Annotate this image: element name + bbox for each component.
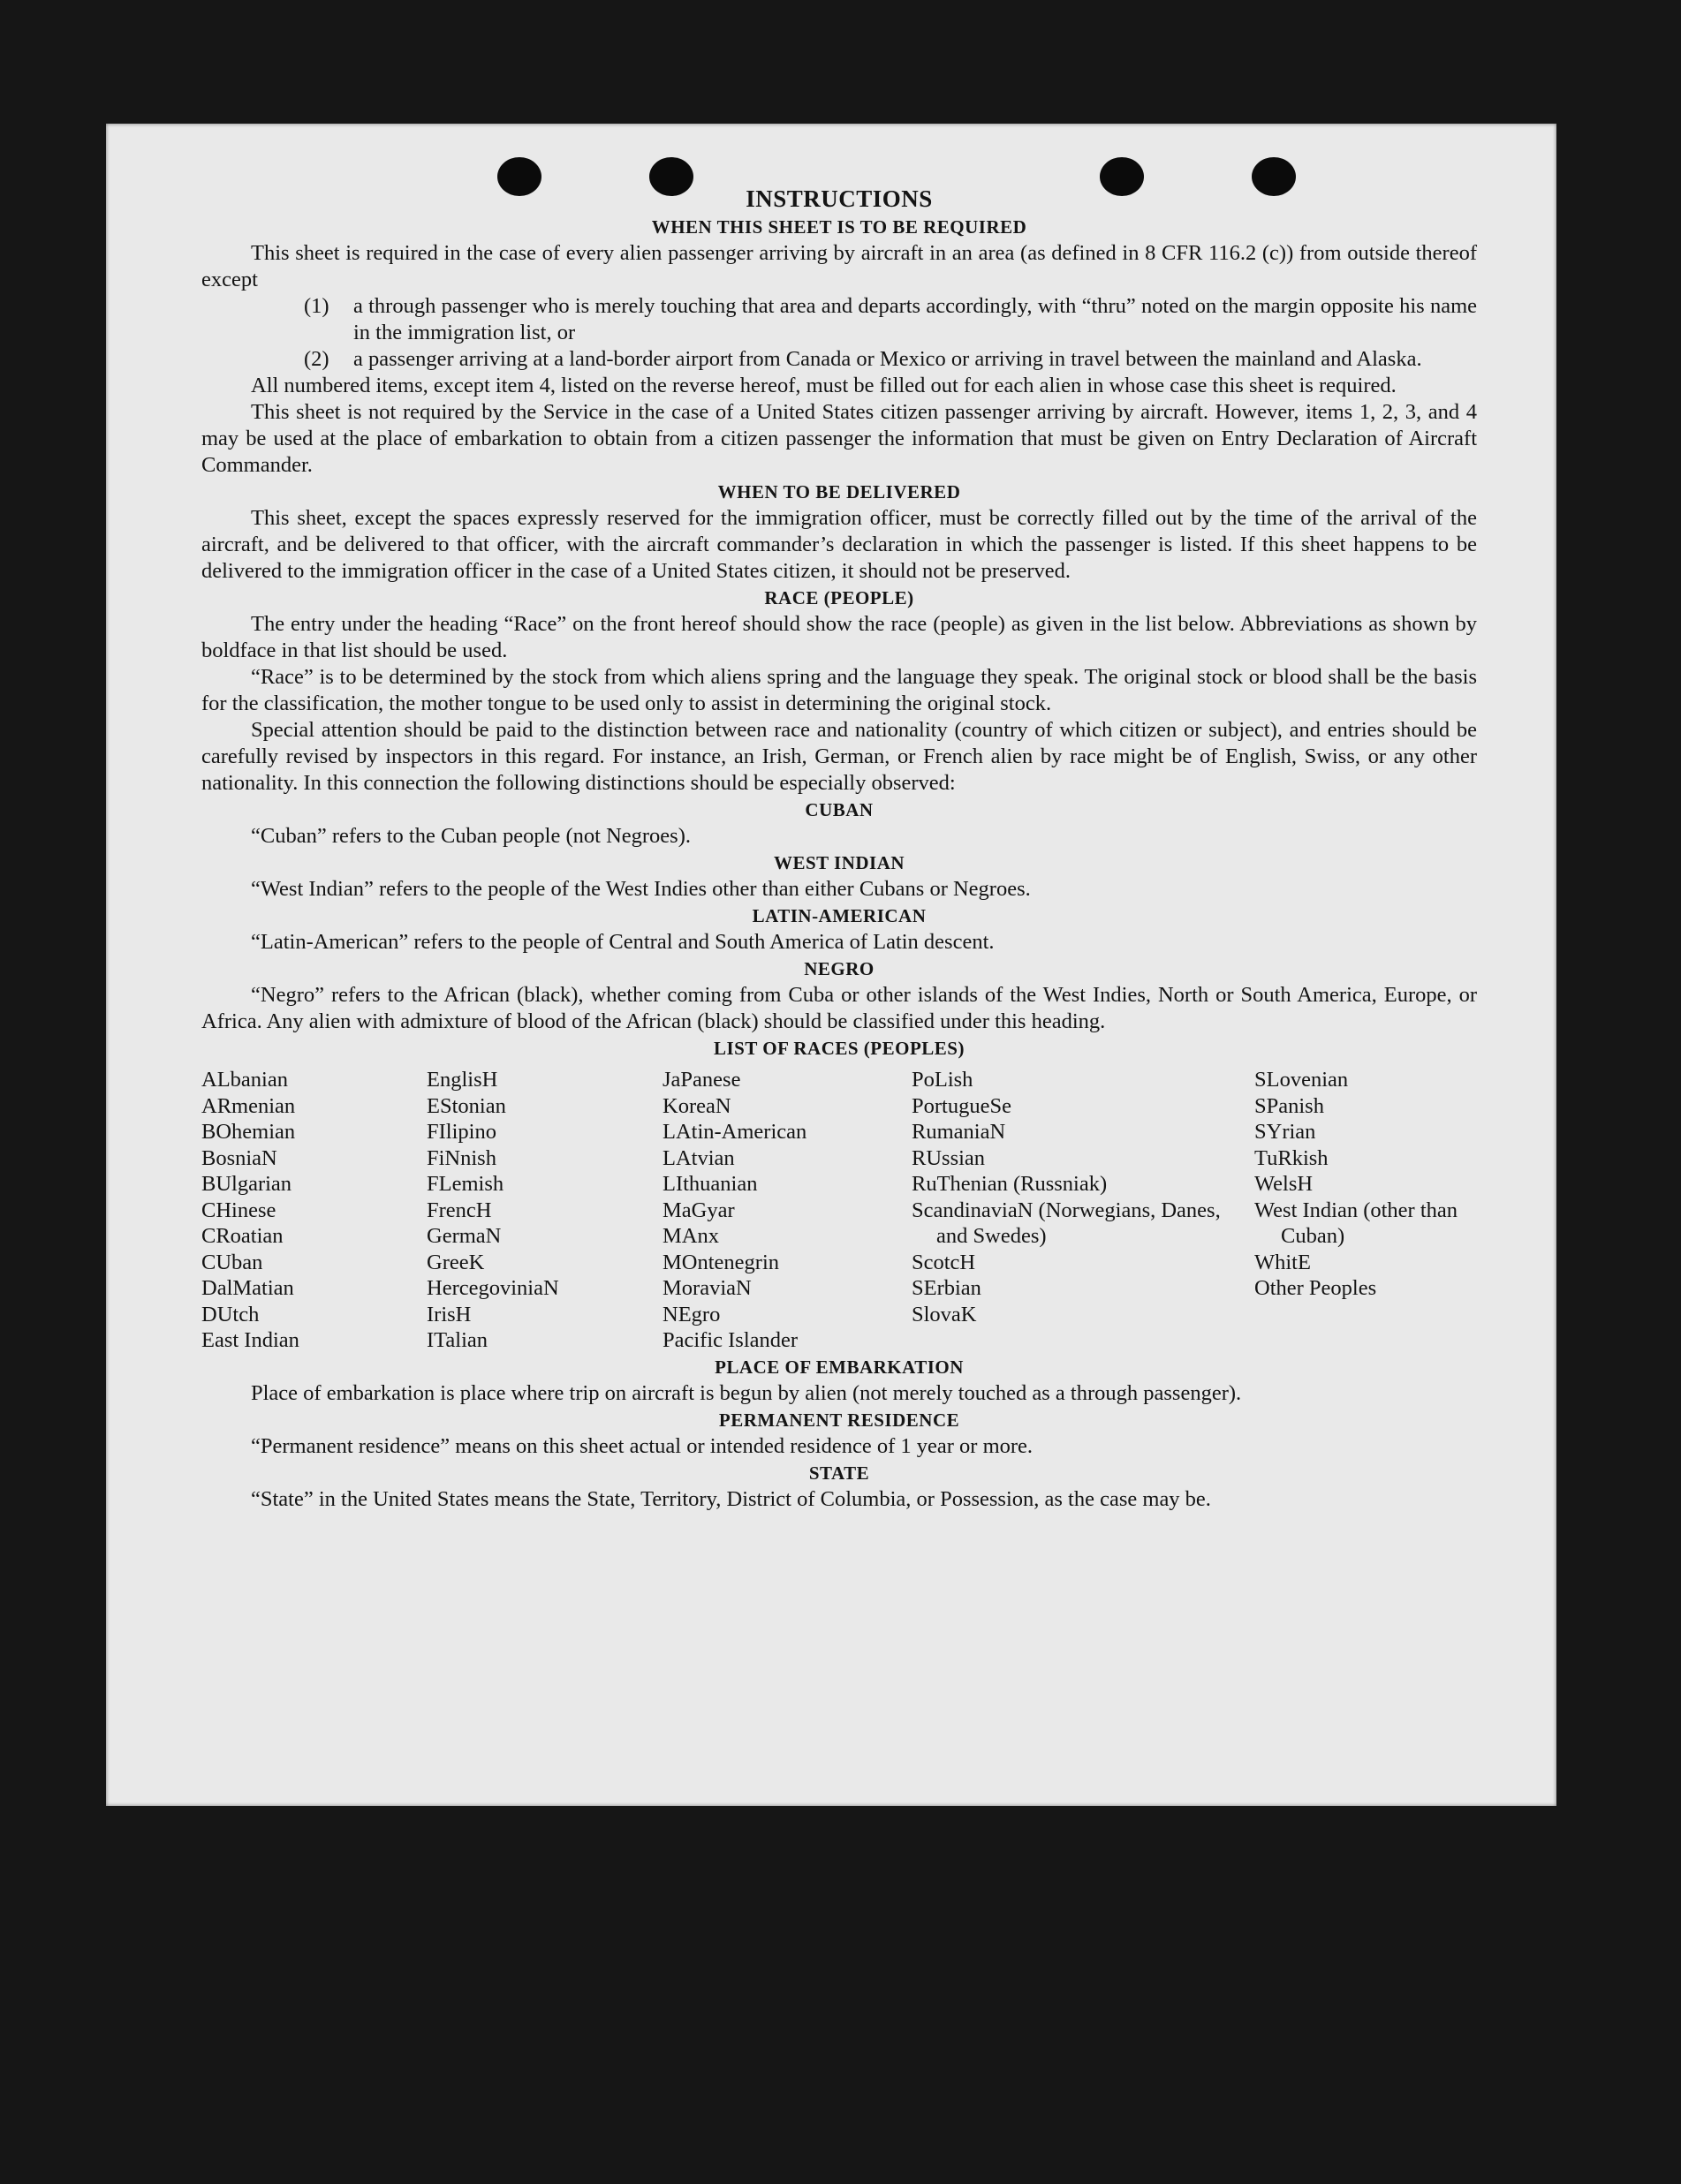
list-item-number: (2) [304, 347, 329, 371]
race-entry: WhitE [1254, 1250, 1311, 1274]
instruction-sheet [106, 124, 1556, 1806]
race-entry: RumaniaN [912, 1120, 1006, 1144]
race-entry: ScandinaviaN (Norwegians, Danes, and Swedes) [912, 1198, 1221, 1248]
section-heading-negro: NEGRO [804, 958, 875, 979]
paragraph: Place of embarkation is place where trip on aircraft is begun by alien (not merely touched as a through passenger). [251, 1380, 1242, 1405]
race-entry: SLovenian [1254, 1068, 1349, 1092]
race-entry: SErbian [912, 1276, 981, 1300]
race-entry: WelsH [1254, 1172, 1314, 1196]
race-entry: IrisH [427, 1302, 472, 1326]
paragraph: Special attention should be paid to the distinction between race and nationality (country of which citizen or subject), and entries should be carefully revised by inspectors in this regard. For instance, an Irish, German, or French alien by race might be of English, Swiss, or any other nationality. In this connection the following distinctions should be especially observed: [201, 718, 1477, 795]
list-item-text: a through passenger who is merely touching that area and departs accordingly, with “thru” noted on the margin opposite his name in the immigration list, or [353, 294, 1477, 344]
paragraph: This sheet, except the spaces expressly reserved for the immigration officer, must be correctly filled out by the time of the arrival of the aircraft, and be delivered to that officer, with the aircraft commander’s declaration in which the passenger is listed. If this sheet happens to be delivered to the immigration officer in the case of a United States citizen, it should not be preserved. [201, 506, 1477, 583]
race-entry: EStonian [427, 1093, 506, 1118]
section-heading-latin-american: LATIN-AMERICAN [752, 905, 927, 926]
paragraph: “State” in the United States means the State, Territory, District of Columbia, or Possession, as the case may be. [251, 1486, 1211, 1511]
race-entry: ALbanian [201, 1068, 288, 1092]
race-entry: Pacific Islander [663, 1328, 799, 1352]
race-entry: KoreaN [663, 1093, 731, 1118]
race-entry: ARmenian [201, 1093, 296, 1118]
race-entry: FIlipino [427, 1120, 496, 1144]
race-entry: LIthuanian [663, 1172, 758, 1196]
paragraph: The entry under the heading “Race” on the front hereof should show the race (people) as given in the list below. Abbreviations as shown by boldface in that list should be used. [201, 612, 1477, 662]
race-entry: GermaN [427, 1224, 502, 1248]
race-entry: MaGyar [663, 1198, 735, 1222]
race-entry: NEgro [663, 1302, 721, 1326]
race-entry: DalMatian [201, 1276, 294, 1300]
race-column [201, 1067, 427, 1354]
paragraph: “Cuban” refers to the Cuban people (not Negroes). [251, 824, 691, 848]
page-title: INSTRUCTIONS [746, 185, 933, 212]
race-entry: West Indian (other than Cuban) [1254, 1198, 1458, 1248]
race-entry: PoLish [912, 1068, 973, 1092]
race-entry: ITalian [427, 1328, 488, 1352]
race-entry: FrencH [427, 1198, 492, 1222]
instructions-content [201, 184, 1477, 1513]
race-entry: MAnx [663, 1224, 719, 1248]
section-heading-race: RACE (PEOPLE) [764, 587, 914, 608]
race-entry: BOhemian [201, 1120, 296, 1144]
section-heading-west-indian: WEST INDIAN [773, 852, 905, 873]
race-list [201, 1067, 1477, 1354]
race-entry: BosniaN [201, 1145, 277, 1170]
race-entry: PortugueSe [912, 1093, 1011, 1118]
race-entry: DUtch [201, 1302, 260, 1326]
paragraph: This sheet is not required by the Service in the case of a United States citizen passenger arriving by aircraft. However, items 1, 2, 3, and 4 may be used at the place of embarkation to obtain from a citizen passenger the information that must be given on Entry Declaration of Aircraft Commander. [201, 400, 1477, 477]
section-heading-delivered: WHEN TO BE DELIVERED [717, 481, 961, 503]
race-entry: MoraviaN [663, 1276, 752, 1300]
race-entry: East Indian [201, 1328, 299, 1352]
race-entry: SlovaK [912, 1302, 977, 1326]
paragraph: All numbered items, except item 4, listed on the reverse hereof, must be filled out for each alien in whose case this sheet is required. [251, 374, 1397, 397]
race-entry: CUban [201, 1250, 263, 1274]
paragraph: “Race” is to be determined by the stock from which aliens spring and the language they speak. The original stock or blood shall be the basis for the classification, the mother tongue to be used only to assist in determining the original stock. [201, 665, 1477, 715]
race-entry: TuRkish [1254, 1145, 1329, 1170]
race-entry: CRoatian [201, 1224, 284, 1248]
race-entry: LAtin-American [663, 1120, 807, 1144]
race-entry: JaPanese [663, 1068, 741, 1092]
paragraph: “West Indian” refers to the people of the West Indies other than either Cubans or Negroes. [251, 877, 1031, 901]
race-entry: HercegoviniaN [427, 1276, 559, 1300]
race-entry: RUssian [912, 1145, 986, 1170]
race-entry: GreeK [427, 1250, 485, 1274]
race-entry: LAtvian [663, 1145, 735, 1170]
section-heading-embarkation: PLACE OF EMBARKATION [715, 1356, 964, 1378]
race-column [663, 1067, 912, 1354]
list-item [304, 346, 1477, 373]
section-heading-cuban: CUBAN [805, 799, 874, 820]
section-heading-state: STATE [808, 1462, 870, 1484]
race-entry: SPanish [1254, 1093, 1324, 1118]
race-entry: Other Peoples [1254, 1276, 1377, 1300]
race-entry: MOntenegrin [663, 1250, 779, 1274]
race-column [427, 1067, 663, 1354]
race-entry: CHinese [201, 1198, 276, 1222]
race-entry: FLemish [427, 1172, 504, 1196]
race-entry: FiNnish [427, 1145, 496, 1170]
paragraph: “Negro” refers to the African (black), whether coming from Cuba or other islands of the West Indies, North or South America, Europe, or Africa. Any alien with admixture of blood of the African (black) should be classified under this heading. [201, 983, 1477, 1033]
section-heading-required: WHEN THIS SHEET IS TO BE REQUIRED [651, 216, 1027, 238]
paragraph: This sheet is required in the case of every alien passenger arriving by aircraft in an area (as defined in 8 CFR 116.2 (c)) from outside thereof except [201, 241, 1477, 291]
list-item-number: (1) [304, 294, 329, 318]
list-item [304, 293, 1477, 346]
race-entry: RuThenian (Russniak) [912, 1172, 1108, 1196]
race-entry: EnglisH [427, 1068, 498, 1092]
race-entry: SYrian [1254, 1120, 1316, 1144]
paragraph: “Latin-American” refers to the people of Central and South America of Latin descent. [251, 930, 995, 954]
race-entry: BUlgarian [201, 1172, 292, 1196]
race-entry: ScotcH [912, 1250, 976, 1274]
list-item-text: a passenger arriving at a land-border airport from Canada or Mexico or arriving in travel between the mainland and Alaska. [353, 347, 1422, 371]
race-column [912, 1067, 1254, 1354]
race-column [1254, 1067, 1477, 1354]
section-heading-residence: PERMANENT RESIDENCE [718, 1409, 960, 1431]
section-heading-list-of-races: LIST OF RACES (PEOPLES) [714, 1038, 965, 1059]
paragraph: “Permanent residence” means on this sheet actual or intended residence of 1 year or more. [251, 1433, 1034, 1458]
